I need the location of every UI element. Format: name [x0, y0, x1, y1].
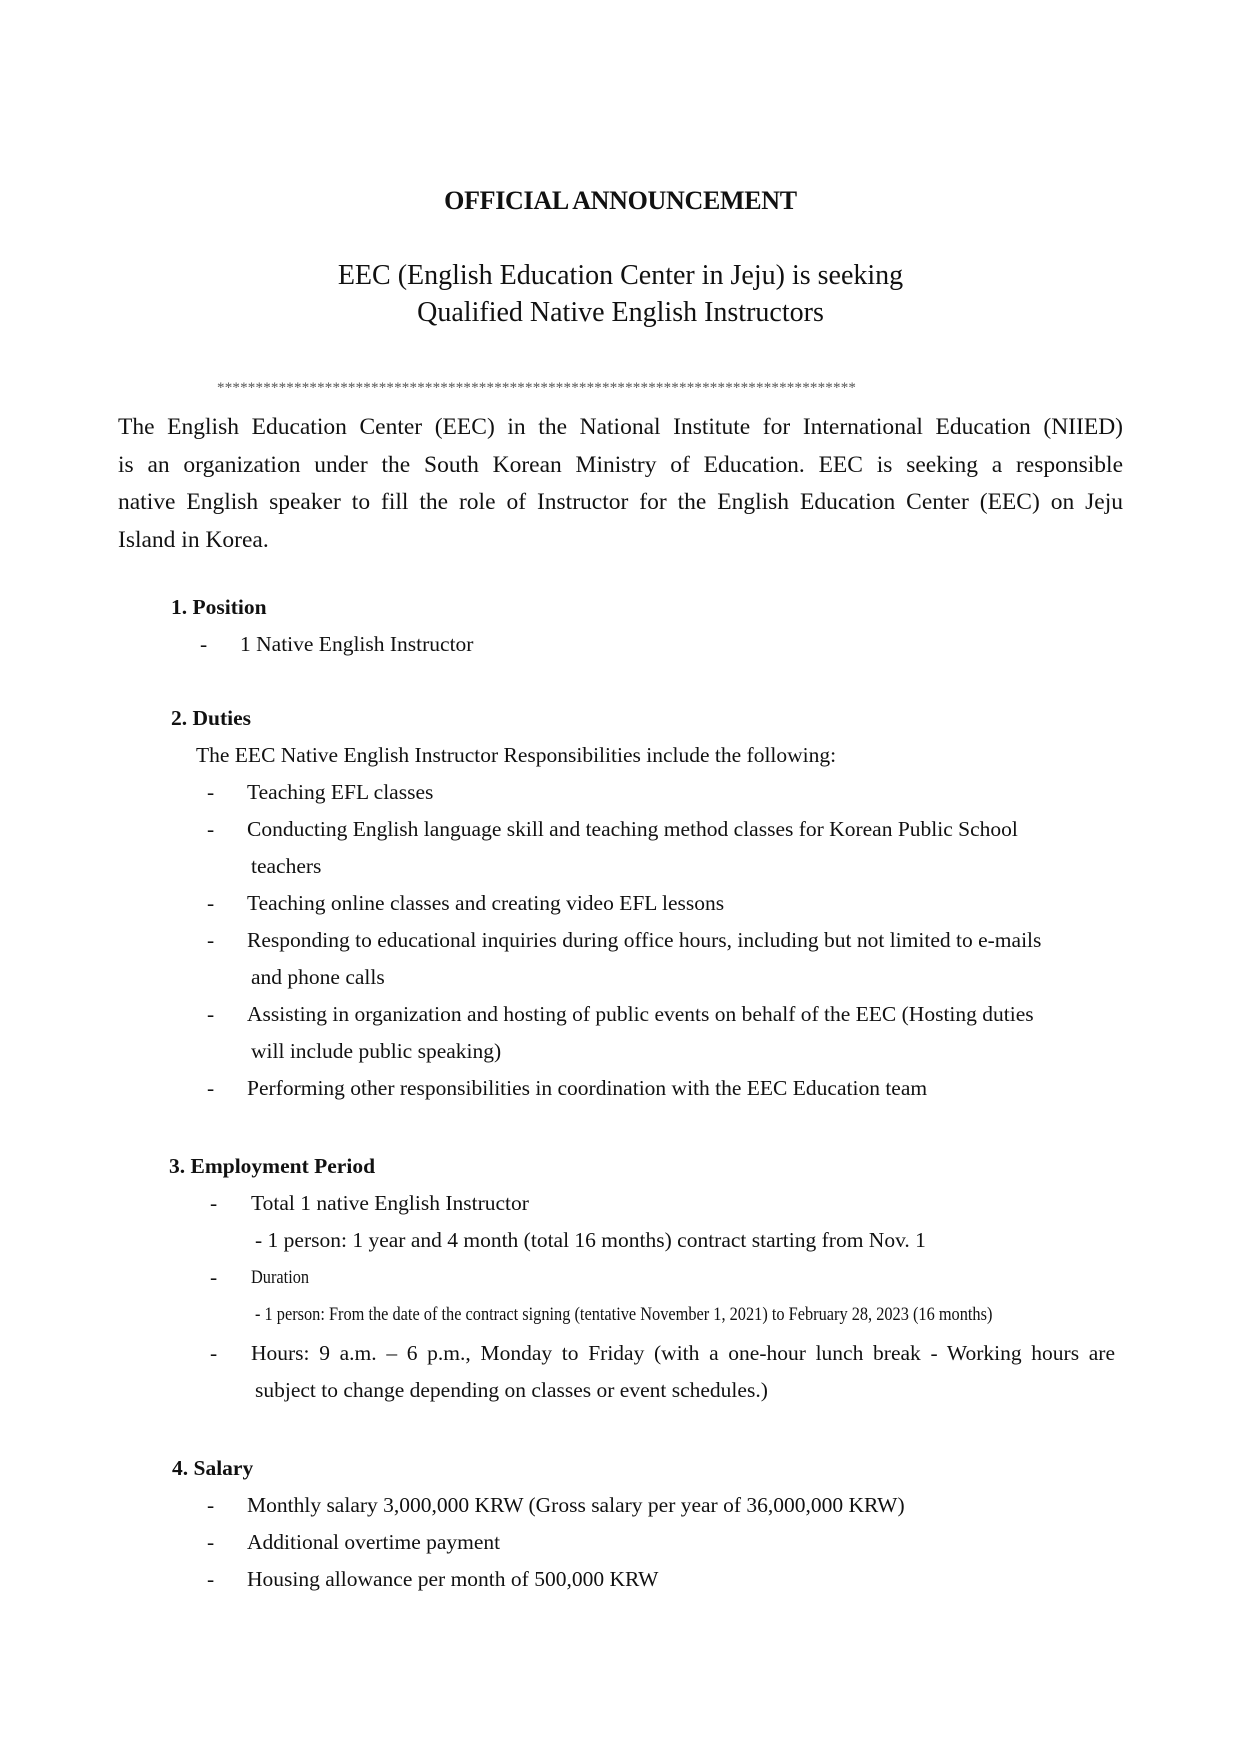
intro-line: Island in Korea.	[118, 526, 269, 553]
list-item: Total 1 native English Instructor	[251, 1191, 529, 1215]
intro-line: native English speaker to fill the role of Instructor for the English Education Center (EEC) on Jeju	[118, 489, 1123, 515]
bullet-dash: -	[207, 1530, 215, 1554]
section-lead: The EEC Native English Instructor Responsibilities include the following:	[196, 743, 837, 767]
list-item: Duration	[251, 1267, 310, 1288]
list-item-continuation: teachers	[251, 854, 322, 878]
section-heading: 4. Salary	[172, 1456, 254, 1480]
intro-paragraph	[118, 409, 1123, 559]
bullet-dash: -	[207, 1567, 215, 1591]
subtitle-line-2: Qualified Native English Instructors	[417, 297, 824, 328]
bullet-dash: -	[207, 891, 215, 915]
bullet-dash: -	[207, 1076, 215, 1100]
list-item: Conducting English language skill and teaching method classes for Korean Public School	[247, 817, 1018, 841]
list-item-continuation: and phone calls	[251, 965, 385, 989]
page-title: OFFICIAL ANNOUNCEMENT	[444, 186, 797, 215]
bullet-dash: -	[210, 1265, 218, 1289]
list-item: Teaching EFL classes	[247, 780, 434, 804]
bullet-dash: -	[207, 780, 215, 804]
bullet-dash: -	[207, 928, 215, 952]
list-sub-item: - 1 person: 1 year and 4 month (total 16 months) contract starting from Nov. 1	[255, 1228, 926, 1252]
list-item: Monthly salary 3,000,000 KRW (Gross salary per year of 36,000,000 KRW)	[247, 1493, 905, 1517]
list-item: Housing allowance per month of 500,000 KRW	[247, 1567, 659, 1591]
list-item: Additional overtime payment	[247, 1530, 501, 1554]
list-item: 1 Native English Instructor	[240, 632, 474, 656]
bullet-dash: -	[210, 1341, 218, 1365]
list-item: Performing other responsibilities in coordination with the EEC Education team	[247, 1076, 928, 1100]
bullet-dash: -	[210, 1191, 218, 1215]
list-item-continuation: subject to change depending on classes or event schedules.)	[255, 1378, 768, 1402]
list-item-continuation: will include public speaking)	[251, 1039, 502, 1063]
bullet-dash: -	[207, 1493, 215, 1517]
bullet-dash: -	[207, 817, 215, 841]
list-item: Assisting in organization and hosting of public events on behalf of the EEC (Hosting duties	[247, 1002, 1034, 1026]
list-item: Responding to educational inquiries during office hours, including but not limited to e-mails	[247, 928, 1042, 952]
subtitle-line-1: EEC (English Education Center in Jeju) is seeking	[337, 260, 904, 291]
intro-line: is an organization under the South Korean Ministry of Education. EEC is seeking a responsible	[118, 451, 1123, 478]
section-heading: 2. Duties	[171, 706, 252, 730]
list-item: Hours: 9 a.m. – 6 p.m., Monday to Friday (with a one-hour lunch break - Working hours are	[251, 1341, 1115, 1365]
asterisk-separator: ***********************************************************************************	[217, 380, 857, 396]
bullet-dash: -	[207, 1002, 215, 1026]
intro-line: The English Education Center (EEC) in the National Institute for International Education (NIIED)	[118, 414, 1123, 440]
list-sub-item: - 1 person: From the date of the contract signing (tentative November 1, 2021) to February 28, 2023 (16 months)	[255, 1304, 993, 1325]
bullet-dash: -	[200, 632, 208, 656]
section-heading: 1. Position	[171, 595, 267, 619]
list-item: Teaching online classes and creating video EFL lessons	[247, 891, 725, 915]
section-heading: 3. Employment Period	[169, 1154, 376, 1178]
